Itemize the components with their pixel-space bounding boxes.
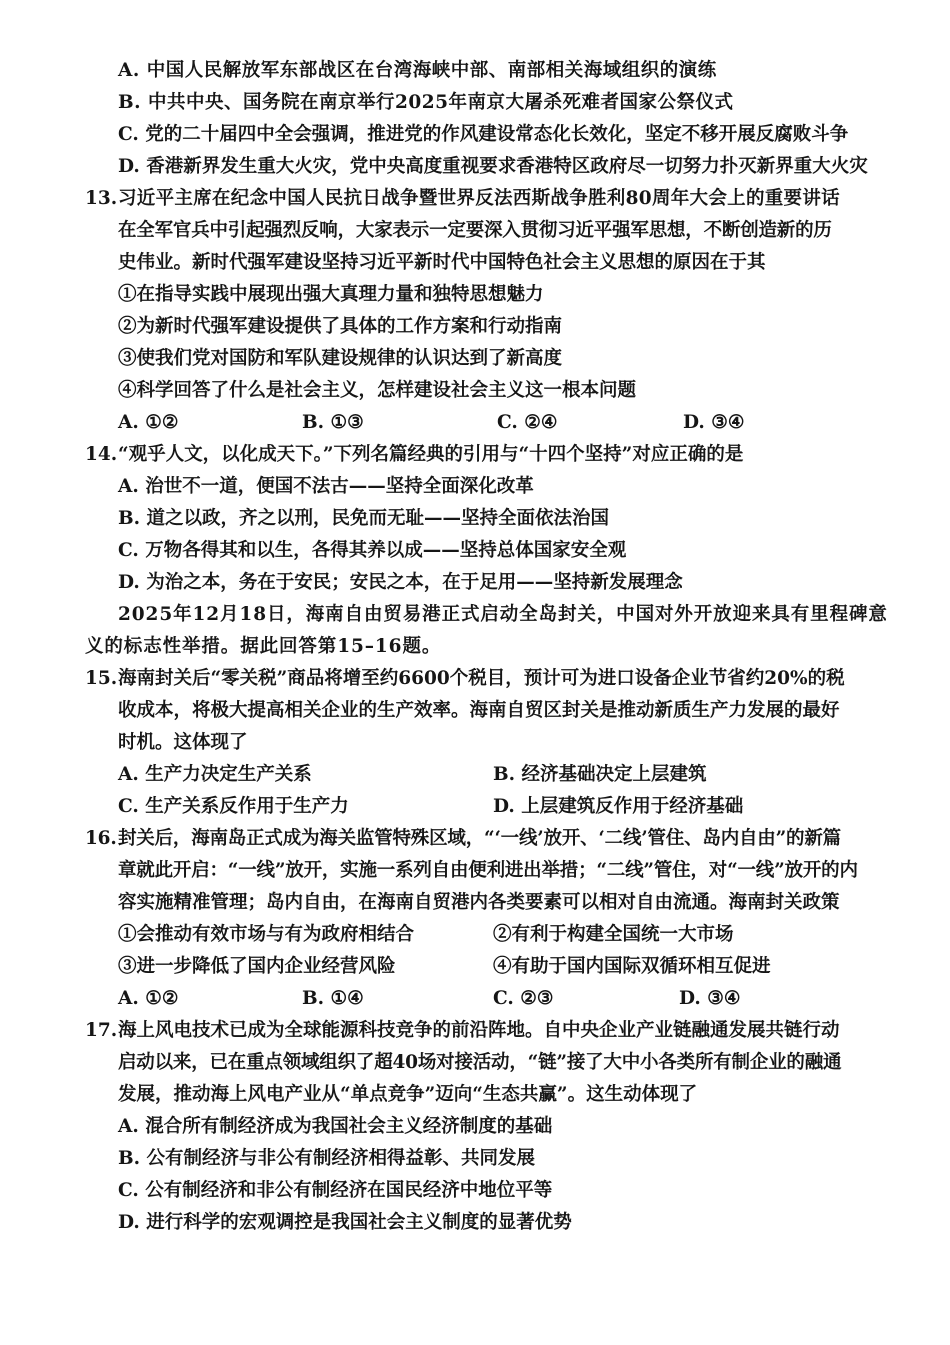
q14-option-a[interactable]: A. 治世不一道，便国不法古——坚持全面深化改革 <box>118 476 534 497</box>
q13-statement-4: ④科学回答了什么是社会主义，怎样建设社会主义这一根本问题 <box>118 380 637 401</box>
q17-stem-line: 发展，推动海上风电产业从“单点竞争”迈向“生态共赢”。这生动体现了 <box>118 1084 698 1105</box>
q14-stem-line: 14.“观乎人文，以化成天下。”下列名篇经典的引用与“十四个坚持”对应正确的是 <box>85 444 744 465</box>
q12-option-c[interactable]: C. 党的二十届四中全会强调，推进党的作风建设常态化长效化，坚定不移开展反腐败斗争 <box>118 124 849 145</box>
q12-option-b[interactable]: B. 中共中央、国务院在南京举行2025年南京大屠杀死难者国家公祭仪式 <box>118 92 734 113</box>
q13-option-d[interactable]: D. ③④ <box>683 412 745 433</box>
q15-stem-line: 收成本，将极大提高相关企业的生产效率。海南自贸区封关是推动新质生产力发展的最好 <box>118 700 840 721</box>
q14-number: 14. <box>85 444 118 465</box>
material-line-2: 义的标志性举措。据此回答第15–16题。 <box>85 636 442 657</box>
q16-statement-1: ①会推动有效市场与有为政府相结合 <box>118 924 415 945</box>
q15-number: 15. <box>85 668 118 689</box>
q17-option-c[interactable]: C. 公有制经济和非公有制经济在国民经济中地位平等 <box>118 1180 553 1201</box>
q13-stem-line: 在全军官兵中引起强烈反响，大家表示一定要深入贯彻习近平强军思想，不断创造新的历 <box>118 220 832 241</box>
q14-option-b[interactable]: B. 道之以政，齐之以刑，民免而无耻——坚持全面依法治国 <box>118 508 610 529</box>
q15-stem-line: 15.海南封关后“零关税”商品将增至约6600个税目，预计可为进口设备企业节省约20%的税 <box>85 668 845 689</box>
q17-option-b[interactable]: B. 公有制经济与非公有制经济相得益彰、共同发展 <box>118 1148 536 1169</box>
q15-option-b[interactable]: B. 经济基础决定上层建筑 <box>493 764 707 785</box>
q16-statement-4: ④有助于国内国际双循环相互促进 <box>493 956 771 977</box>
q16-stem-line: 容实施精准管理；岛内自由，在海南自贸港内各类要素可以相对自由流通。海南封关政策 <box>118 892 840 913</box>
q17-number: 17. <box>85 1020 118 1041</box>
q15-option-c[interactable]: C. 生产关系反作用于生产力 <box>118 796 349 817</box>
q17-stem-line: 17.海上风电技术已成为全球能源科技竞争的前沿阵地。自中央企业产业链融通发展共链行动 <box>85 1020 840 1041</box>
q16-number: 16. <box>85 828 117 849</box>
q17-option-a[interactable]: A. 混合所有制经济成为我国社会主义经济制度的基础 <box>118 1116 553 1137</box>
q13-statement-3: ③使我们党对国防和军队建设规律的认识达到了新高度 <box>118 348 563 369</box>
q16-option-c[interactable]: C. ②③ <box>493 988 554 1009</box>
q16-option-b[interactable]: B. ①④ <box>302 988 364 1009</box>
q13-option-b[interactable]: B. ①③ <box>302 412 364 433</box>
q13-statement-2: ②为新时代强军建设提供了具体的工作方案和行动指南 <box>118 316 563 337</box>
q15-option-a[interactable]: A. 生产力决定生产关系 <box>118 764 312 785</box>
q13-option-a[interactable]: A. ①② <box>118 412 179 433</box>
q13-stem-line: 史伟业。新时代强军建设坚持习近平新时代中国特色社会主义思想的原因在于其 <box>118 252 766 273</box>
q14-option-c[interactable]: C. 万物各得其和以生，各得其养以成——坚持总体国家安全观 <box>118 540 627 561</box>
q12-option-a[interactable]: A. 中国人民解放军东部战区在台湾海峡中部、南部相关海域组织的演练 <box>118 60 717 81</box>
material-line-1: 2025年12月18日，海南自由贸易港正式启动全岛封关，中国对外开放迎来具有里程碑意 <box>118 604 888 625</box>
q13-number: 13. <box>85 188 118 209</box>
q16-statement-3: ③进一步降低了国内企业经营风险 <box>118 956 396 977</box>
q13-option-c[interactable]: C. ②④ <box>497 412 558 433</box>
q14-option-d[interactable]: D. 为治之本，务在于安民；安民之本，在于足用——坚持新发展理念 <box>118 572 683 593</box>
q16-stem-line: 章就此开启：“一线”放开，实施一系列自由便利进出举措；“二线”管住，对“一线”放开的内 <box>118 860 858 881</box>
q17-stem-line: 启动以来，已在重点领域组织了超40场对接活动，“链”接了大中小各类所有制企业的融通 <box>118 1052 842 1073</box>
q16-option-d[interactable]: D. ③④ <box>679 988 741 1009</box>
q12-option-d[interactable]: D. 香港新界发生重大火灾，党中央高度重视要求香港特区政府尽一切努力扑灭新界重大火灾 <box>118 156 868 177</box>
q16-option-a[interactable]: A. ①② <box>118 988 179 1009</box>
q13-stem-line: 13.习近平主席在纪念中国人民抗日战争暨世界反法西斯战争胜利80周年大会上的重要讲话 <box>85 188 840 209</box>
q15-option-d[interactable]: D. 上层建筑反作用于经济基础 <box>493 796 744 817</box>
q17-option-d[interactable]: D. 进行科学的宏观调控是我国社会主义制度的显著优势 <box>118 1212 572 1233</box>
q16-stem-line: 16.封关后，海南岛正式成为海关监管特殊区域，“‘一线’放开、‘二线’管住、岛内自由”的新篇 <box>85 828 841 849</box>
q16-statement-2: ②有利于构建全国统一大市场 <box>493 924 734 945</box>
q13-statement-1: ①在指导实践中展现出强大真理力量和独特思想魅力 <box>118 284 544 305</box>
q15-stem-line: 时机。这体现了 <box>118 732 248 753</box>
